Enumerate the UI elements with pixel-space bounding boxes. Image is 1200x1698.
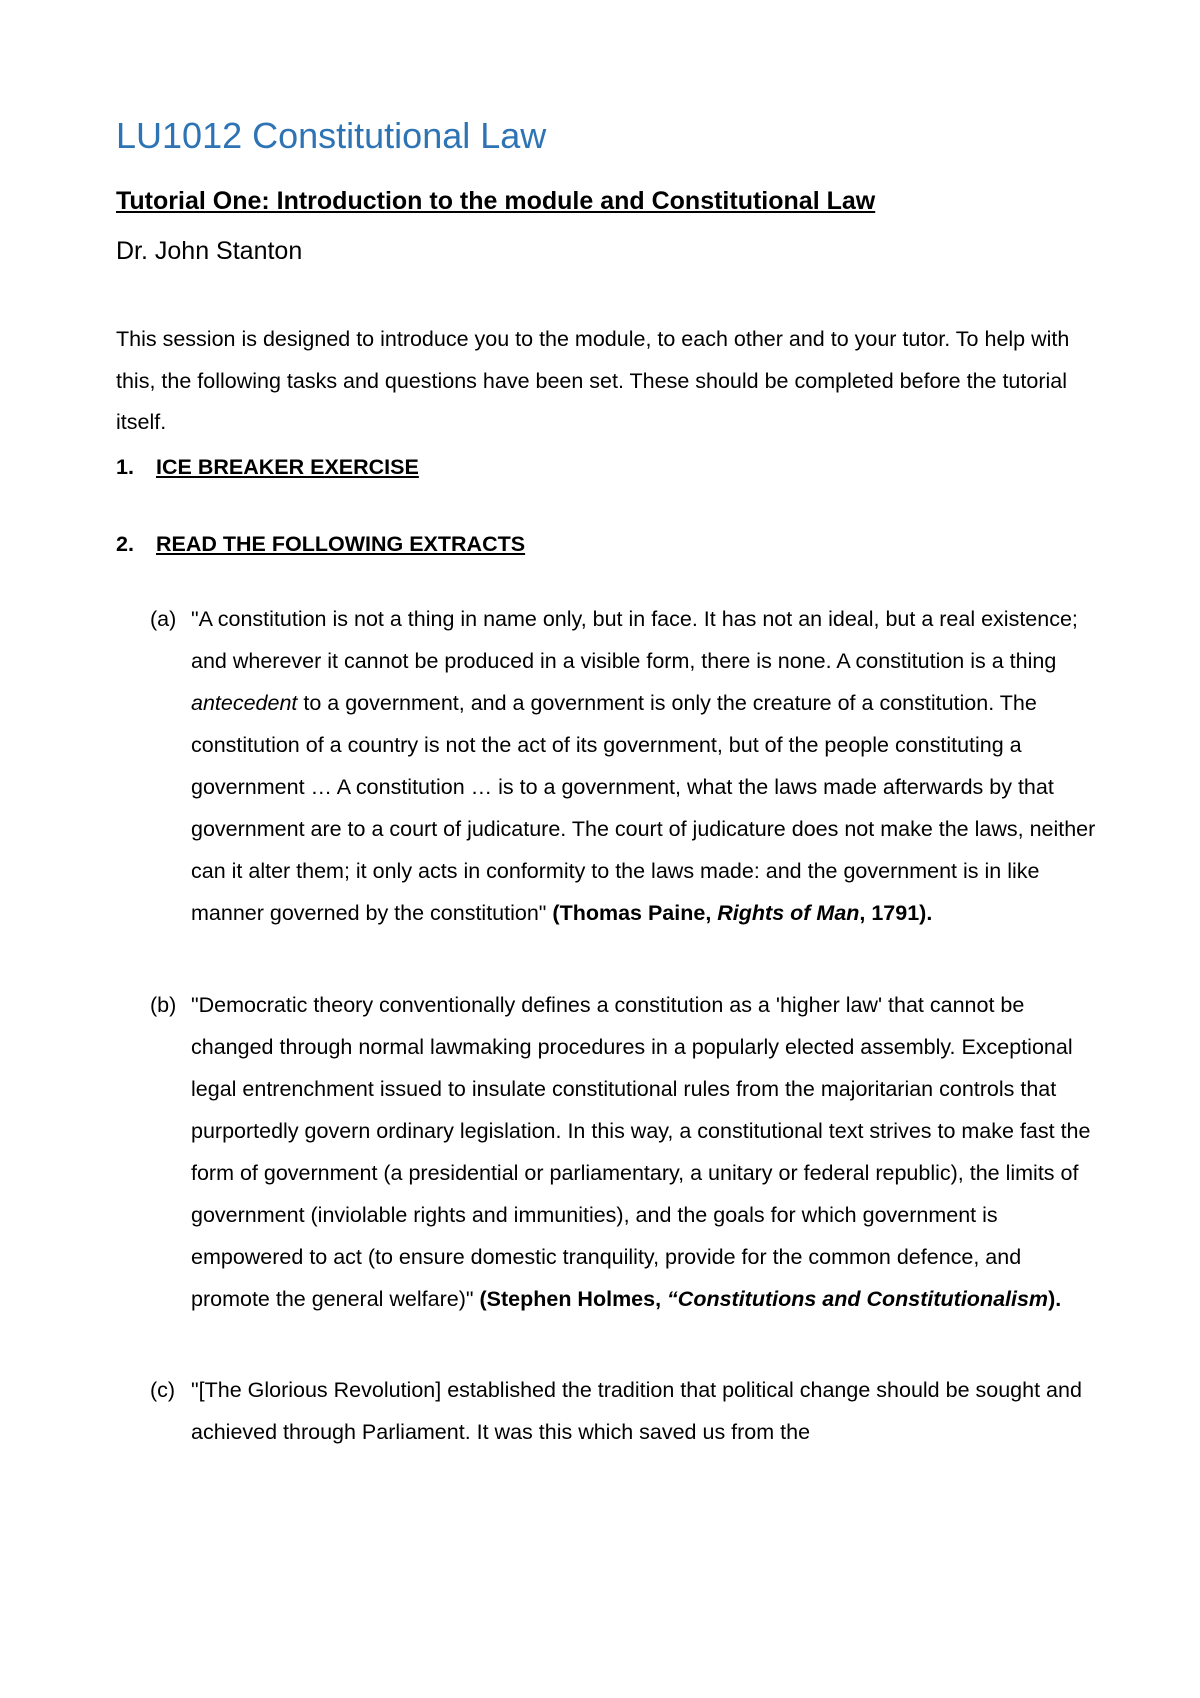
extract-b: [150, 984, 1100, 1320]
extract-marker: (a): [150, 607, 177, 631]
extract-a: [150, 598, 1100, 934]
item-number: 1.: [116, 455, 134, 479]
item-label: READ THE FOLLOWING EXTRACTS: [156, 532, 526, 556]
extract-text-part: "A constitution is not a thing in name only, but in face. It has not an ideal, but a real existence; and wherever it cannot be produced in a visible form, there is none. A constitution is a thing: [191, 607, 1078, 673]
source-close: ).: [1048, 1287, 1062, 1311]
extract-text: [191, 598, 1100, 934]
extract-text: [191, 984, 1100, 1320]
extract-text-part: to a government, and a government is only the creature of a constitution. The constitution of a country is not the act of its government, but of the people constituting a government … A constitution … is to a government, what the laws made afterwards by that government are to a court of judicature. The court of judicature does not make the laws, neither can it alter them; it only acts in conformity to the laws made: and the government is in like manner governed by the constitution": [191, 691, 1096, 925]
item-label: ICE BREAKER EXERCISE: [156, 455, 419, 479]
intro-paragraph: This session is designed to introduce you to the module, to each other and to your tutor. To help with this, the following tasks and questions have been set. These should be completed before the tutorial itself.: [116, 327, 1070, 434]
extract-marker: (b): [150, 993, 177, 1017]
extract-text-part: "Democratic theory conventionally defines a constitution as a 'higher law' that cannot be changed through normal lawmaking procedures in a popularly elected assembly. Exceptional legal entrenchment issued to insulate constitutional rules from the majoritarian controls that purportedly govern ordinary legislation. In this way, a constitutional text strives to make fast the form of government (a presidential or parliamentary, a unitary or federal republic), the limits of government (inviolable rights and immunities), and the goals for which government is empowered to act (to ensure domestic tranquility, provide for the common defence, and promote the general welfare)": [191, 993, 1091, 1311]
extract-marker: (c): [150, 1378, 176, 1402]
extract-text: "[The Glorious Revolution] established the tradition that political change should be sought and achieved through Parliament. It was this which saved us from the: [191, 1378, 1082, 1444]
item-number: 2.: [116, 532, 134, 556]
source-title: “Constitutions and Constitutionalism: [667, 1287, 1049, 1311]
source-date: , 1791).: [859, 901, 933, 925]
extract-source: [552, 901, 932, 925]
page-title: LU1012 Constitutional Law: [116, 115, 547, 156]
tutorial-subtitle: Tutorial One: Introduction to the module and Constitutional Law: [116, 187, 876, 215]
extract-source: [479, 1287, 1061, 1311]
source-author: (Stephen Holmes,: [479, 1287, 668, 1311]
extract-emphasis: antecedent: [191, 691, 298, 715]
author-name: Dr. John Stanton: [116, 237, 303, 265]
extract-c: [150, 1369, 1100, 1453]
source-title: Rights of Man: [717, 901, 860, 925]
source-author: (Thomas Paine,: [552, 901, 718, 925]
list-item-ice-breaker: [116, 452, 419, 482]
list-item-read-extracts: [116, 529, 525, 559]
